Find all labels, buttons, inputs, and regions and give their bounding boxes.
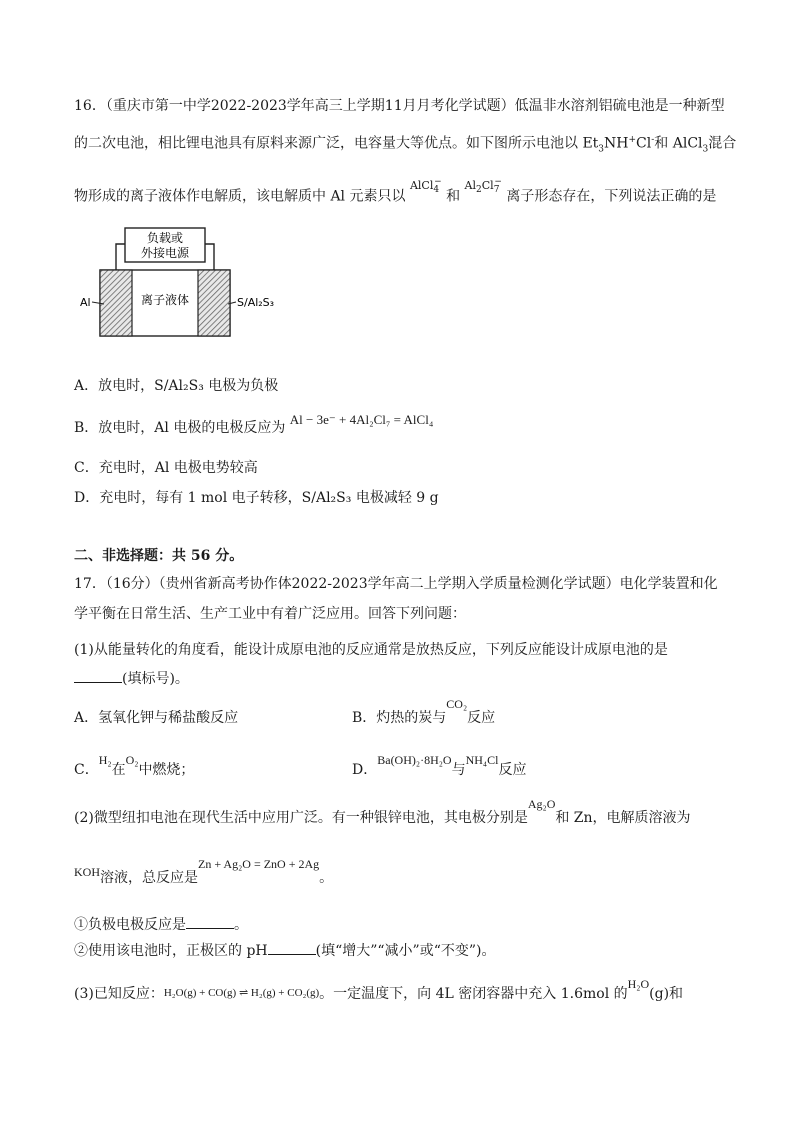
q17-zn-reaction: Zn + Ag₂O = ZnO + 2Ag bbox=[198, 857, 320, 871]
q17-option-d[interactable] bbox=[352, 753, 527, 780]
q17-part2-q1 bbox=[74, 914, 248, 935]
q17-part2-line2 bbox=[74, 857, 334, 888]
q17-part2-post: 和 Zn，电解质溶液为 bbox=[555, 810, 691, 826]
q17-option-b-text: B．灼热的炭与 bbox=[352, 710, 447, 726]
q17-option-b-post: 反应 bbox=[467, 710, 496, 726]
q16-option-b-formula: Al − 3e⁻ + 4Al₂Cl₇ = AlCl₄ bbox=[289, 412, 434, 427]
load-label-2: 外接电源 bbox=[140, 246, 190, 260]
q16-option-c[interactable]: C．充电时，Al 电极电势较高 bbox=[74, 460, 258, 476]
q16-line-3-post: 离子形态存在，下列说法正确的是 bbox=[506, 188, 717, 205]
q16-line-2: 的二次电池，相比锂电池具有原料来源广泛，电容量大等优点。如下图所示电池以 $Et_3NH^+Cl^-$和 AlCl$_3$混合 bbox=[74, 135, 737, 155]
q16-line-1: 16．（重庆市第一中学2022-2023学年高三上学期11月月考化学试题）低温非水溶剂铝硫电池是一种新型 bbox=[74, 98, 725, 114]
q17-q2-end: (填“增大”“减小”或“不变”)。 bbox=[315, 943, 496, 959]
q17-option-c-post: 中燃烧； bbox=[138, 762, 195, 778]
q17-option-d-post: 反应 bbox=[498, 762, 527, 778]
q17-q2-text: ②使用该电池时，正极区的 pH bbox=[74, 943, 268, 959]
section-2-title: 二、非选择题：共 56 分。 bbox=[74, 548, 244, 564]
q17-part1-note: (填标号)。 bbox=[122, 671, 189, 687]
q16-line-3 bbox=[74, 177, 717, 212]
q16-option-a[interactable]: A．放电时，S/Al₂S₃ 电极为负极 bbox=[74, 378, 279, 394]
ion-alcl4: AlCl4− bbox=[409, 177, 442, 195]
q17-part2-mid: 溶液，总反应是 bbox=[100, 870, 198, 886]
q16-nh: NH bbox=[604, 135, 629, 152]
answer-blank-1[interactable] bbox=[74, 668, 122, 683]
q16-and: 和 bbox=[446, 188, 461, 205]
q16-cl: Cl bbox=[636, 135, 652, 152]
q16-option-b-text: B．放电时，Al 电极的电极反应为 bbox=[74, 420, 286, 436]
q17-part2-line1 bbox=[74, 797, 691, 828]
q17-part2-text: (2)微型纽扣电池在现代生活中应用广泛。有一种银锌电池，其电极分别是 bbox=[74, 810, 528, 826]
q17-koh: KOH bbox=[74, 865, 100, 879]
al-label: Al bbox=[80, 296, 91, 309]
ion-al2cl7: Al2Cl7− bbox=[464, 177, 502, 195]
q17-option-c[interactable] bbox=[74, 753, 195, 780]
q17-option-c-label: C． bbox=[74, 762, 99, 778]
q17-option-b[interactable] bbox=[352, 697, 496, 728]
q17-part3-end: (g)和 bbox=[649, 986, 684, 1002]
q16-option-d[interactable]: D．充电时，每有 1 mol 电子转移，S/Al₂S₃ 电极减轻 9 g bbox=[74, 490, 439, 506]
q17-equilibrium: H₂O(g) + CO(g) ⇌ H₂(g) + CO₂(g) bbox=[163, 987, 320, 999]
q17-baoh2: Ba(OH)₂·8H₂O bbox=[377, 753, 452, 767]
ionic-liquid-label: 离子液体 bbox=[140, 293, 190, 307]
battery-diagram-svg bbox=[80, 224, 280, 344]
q16-option-b[interactable] bbox=[74, 412, 434, 438]
q17-in: 在 bbox=[111, 762, 126, 778]
q17-part3-line1 bbox=[74, 977, 684, 1005]
q17-part3-text: (3)已知反应： bbox=[74, 986, 164, 1002]
q16-line-3-text: 物形成的离子液体作电解质，该电解质中 Al 元素只以 bbox=[74, 188, 406, 205]
q17-h2o: H₂O bbox=[627, 977, 650, 991]
q16-line-2-text: 的二次电池，相比锂电池具有原料来源广泛，电容量大等优点。如下图所示电池以 Et bbox=[74, 135, 599, 152]
answer-blank-3[interactable] bbox=[268, 940, 316, 955]
q17-part2-q2 bbox=[74, 940, 496, 961]
q17-part1-line1: (1)从能量转化的角度看，能设计成原电池的反应通常是放热反应，下列反应能设计成原电池的是 bbox=[74, 642, 668, 658]
q17-q1-text: ①负极电极反应是 bbox=[74, 917, 186, 933]
q17-nh4cl: NH₄Cl bbox=[465, 753, 499, 767]
q17-co2: CO₂ bbox=[446, 697, 468, 711]
answer-blank-2[interactable] bbox=[186, 914, 234, 929]
q17-h2: H₂ bbox=[98, 753, 112, 767]
load-label-1: 负载或 bbox=[146, 231, 184, 245]
s-electrode bbox=[198, 270, 230, 336]
q16-line-2-tail: 混合 bbox=[708, 135, 737, 152]
q17-part1-line2 bbox=[74, 668, 189, 689]
s-al2s3-label: S/Al₂S₃ bbox=[237, 296, 275, 309]
q17-with: 与 bbox=[451, 762, 466, 778]
q17-part3-mid: 。一定温度下，向 4L 密闭容器中充入 1.6mol 的 bbox=[319, 986, 628, 1002]
q17-line-2: 学平衡在日常生活、生产工业中有着广泛应用。回答下列问题： bbox=[74, 606, 466, 622]
q16-alcl3: 和 AlCl bbox=[654, 135, 703, 152]
q17-q1-end: 。 bbox=[234, 917, 248, 933]
battery-diagram bbox=[80, 224, 280, 348]
q17-o2: O₂ bbox=[125, 753, 139, 767]
q17-option-d-label: D． bbox=[352, 762, 378, 778]
q17-ag2o: Ag₂O bbox=[527, 797, 556, 811]
al-electrode bbox=[100, 270, 132, 336]
q17-line-1: 17．（16分）（贵州省新高考协作体2022-2023学年高二上学期入学质量检测化学试题）电化学装置和化 bbox=[74, 576, 718, 592]
q17-option-a[interactable]: A．氢氧化钾与稀盐酸反应 bbox=[74, 710, 239, 726]
q17-part2-end: 。 bbox=[319, 870, 334, 886]
